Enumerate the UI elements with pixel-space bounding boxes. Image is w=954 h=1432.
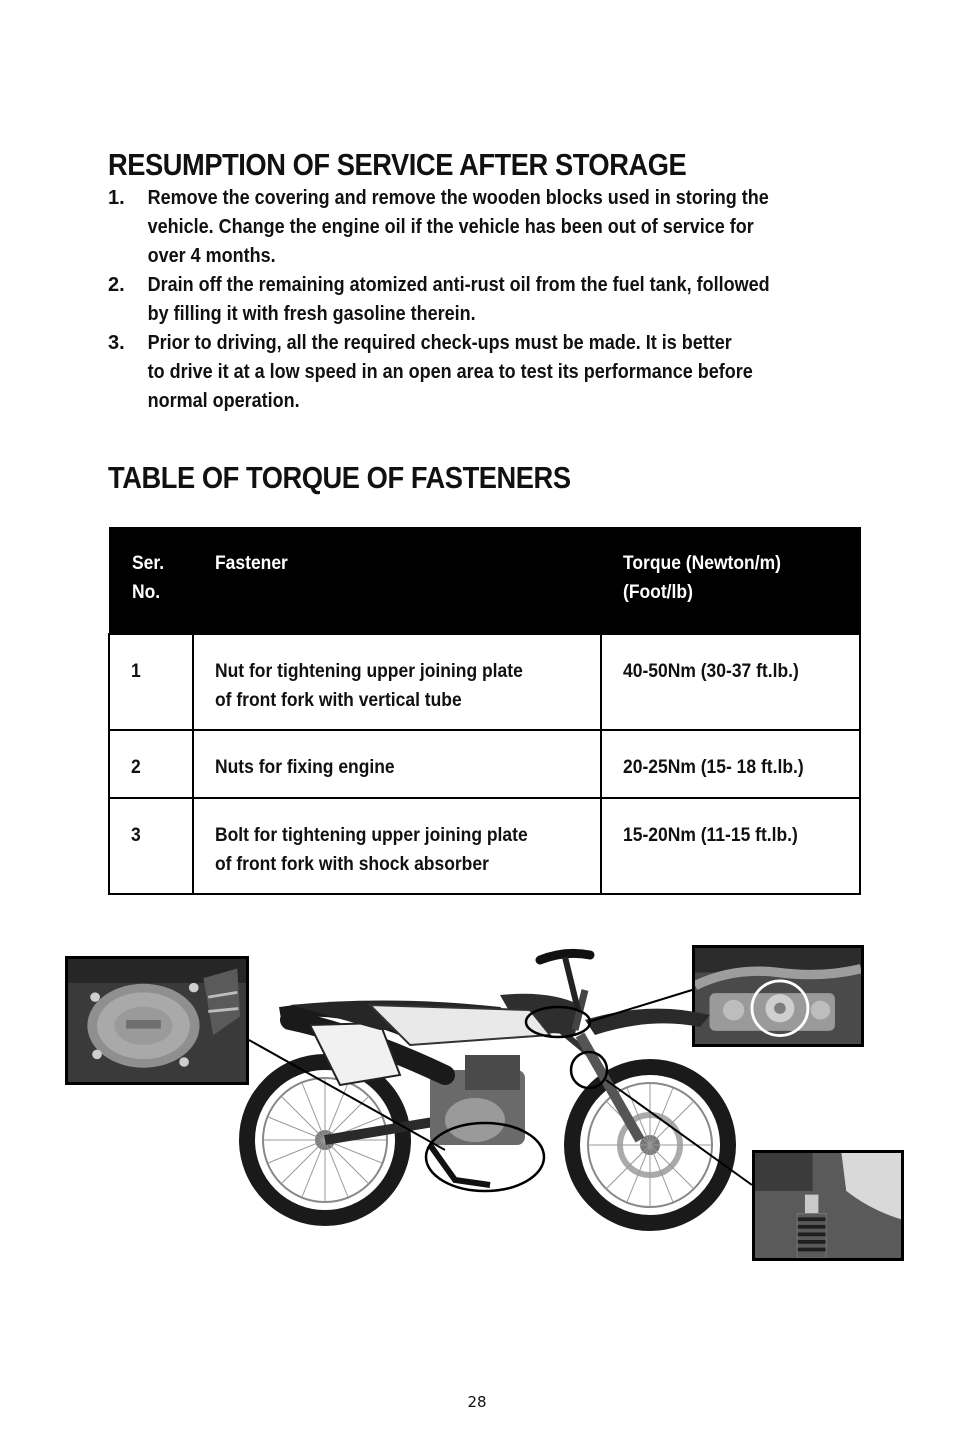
step-text: Remove the covering and remove the wooden blocks used in storing the vehicle. Change the engine oil if the vehicle has been out of service for over 4 months. — [147, 187, 769, 267]
cell-ser: 3 — [109, 798, 193, 894]
page-number: 28 — [467, 1393, 487, 1411]
list-item — [108, 184, 928, 271]
step-number: 3. — [108, 332, 125, 354]
list-item — [108, 271, 928, 329]
cell-torque: 40-50Nm (30-37 ft.lb.) — [601, 634, 860, 730]
header-fastener: Fastener — [193, 527, 601, 634]
table-row — [109, 634, 860, 730]
cell-fastener: Nuts for fixing engine — [193, 730, 601, 798]
section-title-torque-table: TABLE OF TORQUE OF FASTENERS — [108, 460, 571, 495]
cell-ser: 1 — [109, 634, 193, 730]
cell-fastener: Nut for tightening upper joining plate of front fork with vertical tube — [193, 634, 601, 730]
section-title-resumption: RESUMPTION OF SERVICE AFTER STORAGE — [108, 147, 687, 182]
table-row — [109, 730, 860, 798]
table-header-row — [109, 527, 860, 634]
cell-torque: 20-25Nm (15- 18 ft.lb.) — [601, 730, 860, 798]
table-row — [109, 798, 860, 894]
engine-mount-photo — [65, 956, 249, 1085]
step-text: Prior to driving, all the required check-ups must be made. It is better to drive it at a low speed in an open area to test its performance before normal operation. — [147, 332, 753, 412]
step-number: 2. — [108, 274, 125, 296]
front-wheel-icon — [572, 1067, 728, 1223]
cell-fastener: Bolt for tightening upper joining plate of front fork with shock absorber — [193, 798, 601, 894]
resumption-steps-list — [108, 184, 928, 416]
cell-ser: 2 — [109, 730, 193, 798]
header-torque: Torque (Newton/m) (Foot/lb) — [601, 527, 860, 634]
torque-table — [108, 527, 861, 895]
list-item — [108, 329, 928, 416]
step-number: 1. — [108, 187, 125, 209]
header-ser-no: Ser. No. — [109, 527, 193, 634]
cell-torque: 15-20Nm (11-15 ft.lb.) — [601, 798, 860, 894]
shock-absorber-photo — [752, 1150, 904, 1261]
step-text: Drain off the remaining atomized anti-rust oil from the fuel tank, followed by filling it with fresh gasoline therein. — [147, 274, 770, 325]
dirt-bike-illustration — [230, 935, 750, 1235]
